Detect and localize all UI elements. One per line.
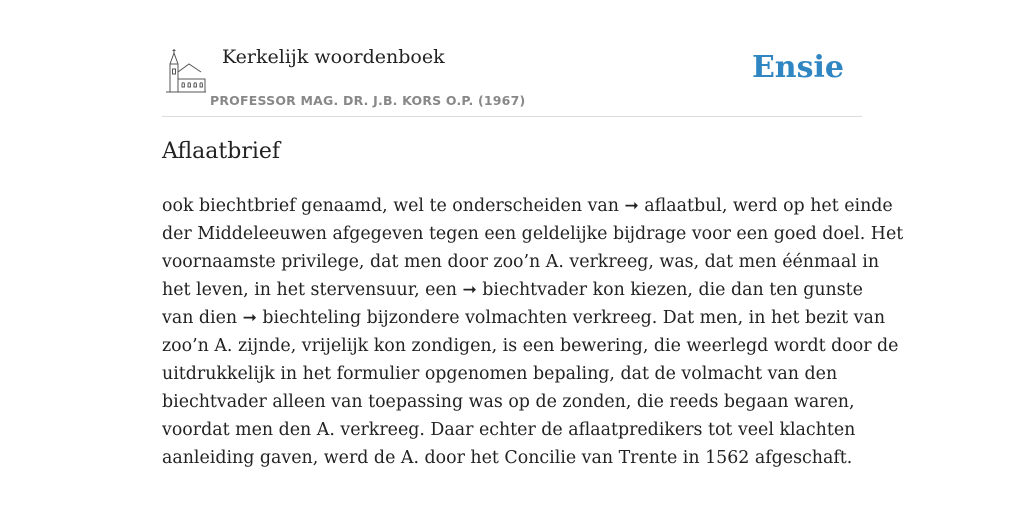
text-line: der Middeleeuwen afgegeven tegen een geldelijke bijdrage voor een goed doel. Het — [162, 224, 904, 244]
text-line: uitdrukkelijk in het formulier opgenomen bepaling, dat de volmacht van den — [162, 364, 838, 384]
church-icon[interactable] — [165, 49, 207, 95]
text-segment: van dien — [162, 308, 243, 328]
text-segment: ook biechtbrief genaamd, wel te onderscheiden van — [162, 196, 625, 216]
arrow-icon: ➞ — [242, 308, 257, 328]
text-line: biechtvader alleen van toepassing was op de zonden, die reeds begaan waren, — [162, 392, 855, 412]
text-segment: biechteling bijzondere volmachten verkreeg. Dat men, in het bezit van — [256, 308, 886, 328]
ensie-brand-link[interactable]: Ensie — [751, 50, 844, 85]
text-line: voornaamste privilege, dat men door zoo’n A. verkreeg, was, dat men éénmaal in — [162, 252, 880, 272]
text-line: voordat men den A. verkreeg. Daar echter de aflaatpredikers tot veel klachten — [162, 420, 856, 440]
arrow-icon: ➞ — [624, 196, 639, 216]
cross-reference-link[interactable] — [243, 308, 885, 328]
text-segment: aflaatbul, werd op het einde — [638, 196, 893, 216]
arrow-icon: ➞ — [462, 280, 477, 300]
text-line: zoo’n A. zijnde, vrijelijk kon zondigen, is een bewering, die weerlegd wordt door de — [162, 336, 899, 356]
cross-reference-link[interactable] — [462, 280, 862, 300]
text-segment: het leven, in het stervensuur, een — [162, 280, 463, 300]
text-line — [162, 304, 886, 332]
text-line: aanleiding gaven, werd de A. door het Concilie van Trente in 1562 afgeschaft. — [162, 448, 853, 468]
entry-body — [162, 192, 904, 472]
dictionary-header — [162, 38, 862, 117]
text-segment: biechtvader kon kiezen, die dan ten gunste — [476, 280, 863, 300]
dictionary-author: PROFESSOR MAG. DR. J.B. KORS O.P. (1967) — [210, 93, 526, 108]
text-line — [162, 192, 893, 220]
text-line — [162, 276, 867, 304]
cross-reference-link[interactable] — [625, 196, 893, 216]
entry-title: Aflaatbrief — [162, 139, 281, 164]
dictionary-title[interactable]: Kerkelijk woordenboek — [222, 46, 445, 68]
